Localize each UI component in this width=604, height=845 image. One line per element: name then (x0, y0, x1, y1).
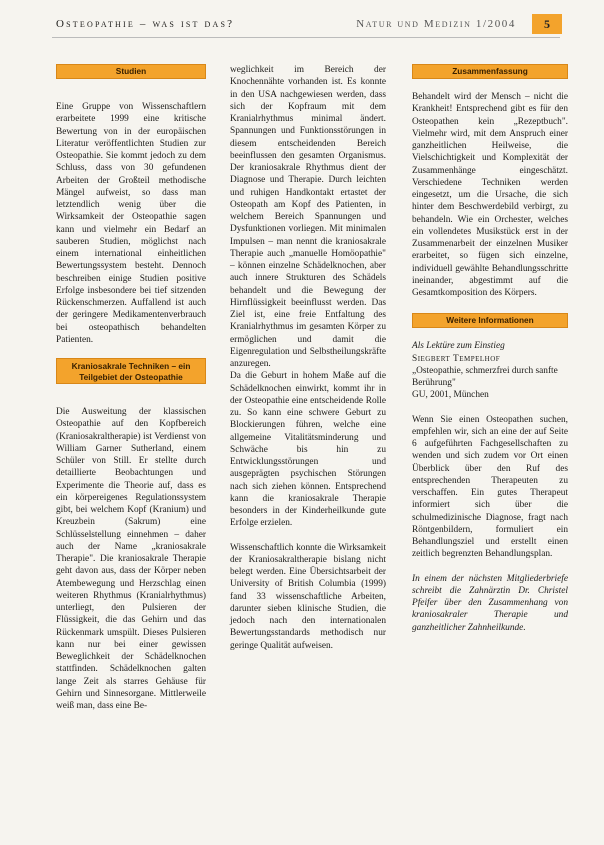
osteopath-search-paragraph: Wenn Sie einen Osteopathen suchen, empfehlen wir, sich an eine der auf Seite 6 aufgeführten Fachgesellschaften zu wenden und sich zudem vor Ort einen Überblick über den Ruf des entsprechenden Therapeuten zu verschaffen. Ein gutes Therapeut informiert sich über die schulmedizinische Diagnose, fragt nach Röntgenbildern, formuliert ein Behandlungsziel und erstellt einen zeitlich begrenzten Behandlungsplan. (412, 414, 568, 560)
studien-heading-box: Studien (56, 64, 206, 79)
column-left (56, 64, 206, 712)
literature-author: Siegbert Tempelhof (412, 353, 501, 364)
kranio-paragraph: Die Ausweitung der klassischen Osteopathie auf den Kopfbereich (Kraniosakraltherapie) ist Verdienst von William Garner Sutherland, einem Schüler von Still. Er stellte durch detaillierte Beobachtungen und Experimente die Theorie auf, dass es ein körpereigenes Regulationssystem gibt, bei welchem Kopf (Kranium) und Kreuzbein (Sakrum) eine Schlüsselstellung einnehmen – daher auch der Name „kraniosakrale Therapie". Die kraniosakrale Therapie geht davon aus, dass der Körper neben Atembewegung und Herzschlag einen weiteren Rhythmus (Kranialrhythmus) unterliegt, den Pulsieren der Flüssigkeit, die das Gehirn und das Rückenmark umspült. Dieses Pulsieren kann nur bei einer gewissen Beweglichkeit der Schädelknochen stattfinden. Schädelknochen galten lange Zeit als starres Gehäuse für Gehirn und Sinnesorgane. Mittlerweile weiß man, dass eine Be- (56, 407, 206, 711)
middle-paragraph-2: Da die Geburt in hohem Maße auf die Schädelknochen einwirkt, kommt ihr in der Osteopathie eine entscheidende Rolle zu. So kann eine schwere Geburt zu Blockierungen führen, welche eine allgemeine Vitalitätsminderung und Schwäche bis hin zu Entwicklungsstörungen und ausgeprägten psychischen Störungen nach sich ziehen können. Entsprechend kann die kraniosakrale Therapie besonders in der Kinderheilkunde gute Erfolge erzielen. (230, 371, 386, 529)
studien-paragraph: Eine Gruppe von Wissenschaftlern erarbeitete 1999 eine kritische Bewertung von in der europäischen Literatur veröffentlichten Studien zur Osteopathie. Sie kommt jedoch zu dem Schluss, dass von 30 gefundenen Arbeiten der Großteil methodische Mängel aufweist, so dass man letztendlich wenig über die Wirksamkeit der Osteopathie sagen kann und vielmehr ein Bedarf an sauberen Studien, möglichst nach einem international einheitlichen Bewertungssystem besteht. Dennoch beschreiben einige Studien positive Erfolge insbesondere bei tief sitzenden Rückenschmerzen. Auffallend ist auch der geringere Medikamentenverbrauch bei osteopathisch behandelten Patienten. (56, 102, 206, 345)
zusammenfassung-paragraph: Behandelt wird der Mensch – nicht die Krankheit! Entsprechend gibt es für den Osteopathen kein „Rezeptbuch". Vielmehr wird, mit dem Anspruch einer ganzheitlichen Heilweise, die Vielschichtigkeit und Komplexität der Zusammenhänge eingeschätzt. Verschiedene Techniken werden eingesetzt, um die Ursache, die sich hinter dem Beschwerdebild verbirgt, zu behandeln. Wie ein Orchester, welches ein vollendetes Musikstück erst in der Zusammenarbeit der einzelnen Musiker erarbeitet, so fügen sich einzelne, individuell gewählte Behandlungsschritte ineinander, abgestimmt auf die Gesamtkomposition des Körpers. (412, 92, 568, 298)
middle-paragraph-1: weglichkeit im Bereich der Knochennähte vorhanden ist. Es konnte in den USA nachgewiesen werden, dass sich der Kopfraum mit dem Kranialrhythmus minimal ändert. Spannungen und Funktionsstörungen in diesem entscheidenden Bereich beeinflussen den gesamten Organismus. Der kraniosakrale Rhythmus dient der Diagnose und Therapie. Durch leichten und ruhigen Handkontakt ertastet der Osteopath am Kopf des Patienten, in welchem Bereich Spannungen und Dysfunktionen vorliegen. Mit minimalen Impulsen – man nennt die kraniosakrale Therapie auch „manuelle Homöopathie" – können einzelne Schädelknochen, aber auch innere Strukturen des Schädels behandelt und die Bewegung der Hirnflüssigkeit beeinflusst werden. Das Ziel ist, eine freie Entfaltung des Kranialrhythmus im gesamten Körper zu ermöglichen und damit die Eigenregulation und Selbstheilungskräfte anzuregen. (230, 65, 386, 369)
literature-title: „Osteopathie, schmerzfrei durch sanfte Berührung" (412, 365, 558, 388)
zusammenfassung-heading-box: Zusammenfassung (412, 64, 568, 79)
info-heading-box: Weitere Informationen (412, 313, 568, 328)
kranio-heading-box: Kraniosakrale Techniken – ein Teilgebiet der Osteopathie (56, 358, 206, 384)
section-title: Osteopathie – was ist das? (56, 18, 235, 30)
column-right (412, 64, 568, 634)
page-header (52, 14, 562, 36)
header-divider (52, 37, 560, 38)
closing-note: In einem der nächsten Mitgliederbriefe schreibt die Zahnärztin Dr. Christel Pfeifer über den Zusammenhang von kraniosakraler Therapie und ganzheitlicher Zahnheilkunde. (412, 573, 568, 633)
literature-heading: Als Lektüre zum Einstieg (412, 341, 505, 352)
column-middle (230, 64, 386, 652)
literature-publisher: GU, 2001, München (412, 390, 489, 401)
journal-issue: Natur und Medizin 1/2004 (356, 18, 516, 30)
page-number: 5 (532, 14, 562, 34)
middle-paragraph-3: Wissenschaftlich konnte die Wirksamkeit der Kraniosakraltherapie bislang nicht belegt werden. Eine Übersichtsarbeit der University of British Columbia (1999) fand 33 wissenschaftliche Arbeiten, darunter sieben klinische Studien, die jedoch nach den internationalen Bewertungsstandards methodisch nur geringe Qualität aufweisen. (230, 542, 386, 651)
